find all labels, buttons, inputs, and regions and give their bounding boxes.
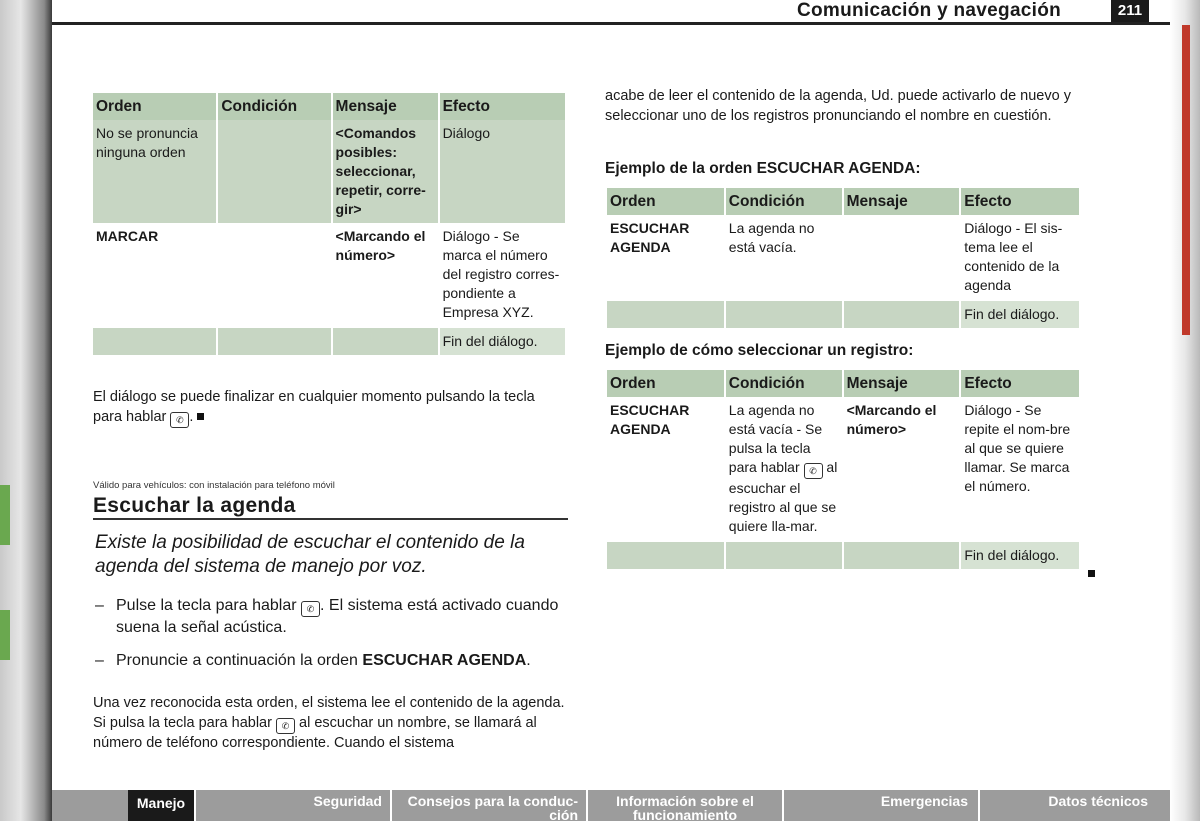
cell-mensaje [843,215,961,300]
cell-orden: MARCAR [93,223,217,327]
running-header-title: Comunicación y navegación [797,0,1062,21]
table-row-end [607,541,1080,569]
column-header: Condición [217,93,331,120]
cell-efecto: Diálogo - Se repite el nom-bre al que se quiere llamar. Se marca el número. [960,397,1080,541]
column-header: Orden [607,188,725,215]
column-header: Efecto [960,370,1080,397]
table-row [607,397,1080,541]
table-row-end [93,327,566,355]
right-section-marker [1182,25,1190,335]
table-row-end [607,300,1080,328]
validity-note: Válido para vehículos: con instalación para teléfono móvil [93,480,335,491]
cell-mensaje: <Comandos posibles: seleccionar, repetir, corre-gir> [332,120,439,223]
page-number: 211 [1111,0,1149,22]
note-text: El diálogo se puede finalizar en cualquier momento pulsando la tecla para hablar [93,389,535,425]
footer-tab-seguridad[interactable]: Seguridad [196,790,392,821]
header-rule [52,22,1170,25]
body-paragraph [93,694,568,753]
cell-condicion [725,397,843,541]
talk-key-icon: ✆ [170,412,189,428]
side-tab-marker [0,610,10,660]
column-header: Orden [93,93,217,120]
talk-key-icon: ✆ [301,601,320,617]
step-text: . El sistema está activado cuando suena la señal acústica. [116,597,559,636]
cell-efecto: Diálogo - Se marca el número del registro corres-pondiente a Empresa XYZ. [439,223,566,327]
cell-efecto: Diálogo [439,120,566,223]
column-header: Condición [725,188,843,215]
talk-key-icon: ✆ [276,718,295,734]
paragraph-text: al escuchar un nombre, se llamará al número de teléfono correspondiente. Cuando el sistema [93,714,537,751]
body-paragraph-continued: acabe de leer el contenido de la agenda, Ud. puede activarlo de nuevo y seleccionar uno de los registros pronunciando el nombre en cuestión. [605,88,1071,124]
footer-tab-informacion[interactable]: Información sobre el funcionamiento [588,790,784,821]
column-header: Mensaje [843,188,961,215]
cell-mensaje: <Marcando el número> [843,397,961,541]
column-header: Efecto [960,188,1080,215]
cell-condicion [217,223,331,327]
section-title-rule [93,518,568,520]
page-binding-edge [0,0,52,821]
end-mark-icon [197,413,204,420]
step-text: . [526,652,531,669]
table-row [607,215,1080,300]
column-header: Orden [607,370,725,397]
step-text: Pulse la tecla para hablar [116,597,297,614]
footer-tab-datos-tecnicos[interactable]: Datos técnicos [1048,793,1148,809]
cell-mensaje: <Marcando el número> [332,223,439,327]
talk-key-icon: ✆ [804,463,823,479]
column-header: Condición [725,370,843,397]
cell-condicion [217,120,331,223]
cell-condicion: La agenda no está vacía. [725,215,843,300]
column-header: Efecto [439,93,566,120]
cell-fin-dialogo: Fin del diálogo. [439,327,566,355]
footer-tab-emergencias[interactable]: Emergencias [784,790,980,821]
cell-fin-dialogo: Fin del diálogo. [960,541,1080,569]
example-title: Ejemplo de la orden ESCUCHAR AGENDA: [605,160,921,177]
command-table-1 [93,93,567,355]
example-title: Ejemplo de cómo seleccionar un registro: [605,342,914,359]
side-tab-marker [0,485,10,545]
list-item: – Pulse la tecla para hablar ✆ . El sistema está activado cuando suena la señal acústica. [95,597,559,636]
footer-tab-consejos[interactable]: Consejos para la conduc-ción [392,790,588,821]
list-item: – Pronuncie a continuación la orden ESCUCHAR AGENDA. [95,652,531,669]
command-name: ESCUCHAR AGENDA [362,652,527,669]
cell-efecto: Diálogo - El sis-tema lee el contenido de la agenda [960,215,1080,300]
command-table-3 [607,370,1081,569]
section-intro: Existe la posibilidad de escuchar el contenido de la agenda del sistema de manejo por voz. [95,532,525,577]
end-mark-icon [1088,570,1095,577]
cell-orden: ESCUCHAR AGENDA [607,397,725,541]
cell-orden: ESCUCHAR AGENDA [607,215,725,300]
table-row [93,223,566,327]
condition-text: La agenda no está vacía - Se pulsa la tecla para hablar [728,402,823,475]
condition-text: al escuchar el registro al que se quiere lla-mar. [728,459,838,534]
footer-tab-manejo[interactable]: Manejo [128,790,196,821]
paragraph-text: Una vez reconocida esta orden, el sistema lee el contenido de la agenda. Si pulsa la tecla para hablar [93,695,565,731]
section-title: Escuchar la agenda [93,494,296,517]
end-dialog-note: El diálogo se puede finalizar en cualquier momento pulsando la tecla para hablar ✆ . [93,388,563,428]
column-header: Mensaje [843,370,961,397]
table-row [93,120,566,223]
step-text: Pronuncie a continuación la orden [116,652,363,669]
cell-orden: No se pronuncia ninguna orden [93,120,217,223]
column-header: Mensaje [332,93,439,120]
cell-fin-dialogo: Fin del diálogo. [960,300,1080,328]
command-table-2 [607,188,1081,328]
